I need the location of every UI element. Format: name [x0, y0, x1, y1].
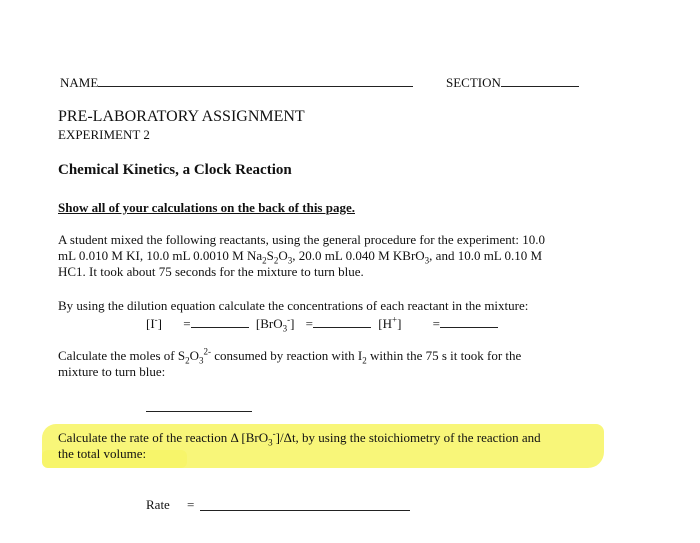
section-blank[interactable]	[501, 73, 579, 87]
moles-answer-blank[interactable]	[146, 411, 252, 412]
page-heading: Chemical Kinetics, a Clock Reaction	[58, 162, 292, 178]
iodide-conc-label: [I-]	[146, 314, 163, 331]
name-label: NAME	[60, 73, 413, 91]
problem-line-1: A student mixed the following reactants, using the general procedure for the experiment: 10.0	[58, 232, 545, 247]
bromate-conc-blank[interactable]	[313, 314, 371, 328]
name-blank[interactable]	[98, 73, 413, 87]
moles-prompt-line-1: Calculate the moles of $S_2O_3^{2-}$ consumed by reaction with $I_2$ within the 75 s it took for the	[58, 346, 522, 366]
rate-equals: =	[187, 497, 195, 512]
problem-line-2: mL 0.010 M KI, 10.0 mL 0.0010 M $Na_2S_2O_3$, 20.0 mL 0.040 M KBrO$_3$, and 10.0 mL 0.10 M	[58, 248, 543, 266]
rate-prompt-line-2: the total volume:	[58, 446, 147, 461]
experiment-label: EXPERIMENT 2	[58, 127, 150, 142]
instruction-text: Show all of your calculations on the back of this page.	[58, 200, 355, 215]
iodide-conc-blank[interactable]	[191, 314, 249, 328]
rate-answer-blank[interactable]	[200, 510, 410, 511]
hydrogen-conc-blank[interactable]	[440, 314, 498, 328]
moles-prompt-line-2: mixture to turn blue:	[58, 364, 166, 379]
rate-prompt-line-1: Calculate the rate of the reaction Δ [BrO$_3$-]/Δt, by using the stoichiometry of the reaction and	[58, 428, 541, 448]
rate-label: Rate	[146, 497, 170, 512]
bromate-conc-label: [BrO$_3$-]	[255, 314, 295, 334]
concentration-row: [I-] = [BrO$_3$-] = [H+] =	[146, 314, 498, 332]
assignment-title: PRE-LABORATORY ASSIGNMENT	[58, 108, 305, 125]
dilution-prompt: By using the dilution equation calculate the concentrations of each reactant in the mixture:	[58, 298, 529, 313]
problem-line-3: HC1. It took about 75 seconds for the mixture to turn blue.	[58, 264, 364, 279]
hydrogen-conc-label: [H+]	[378, 314, 402, 331]
section-label: SECTION	[446, 73, 579, 91]
